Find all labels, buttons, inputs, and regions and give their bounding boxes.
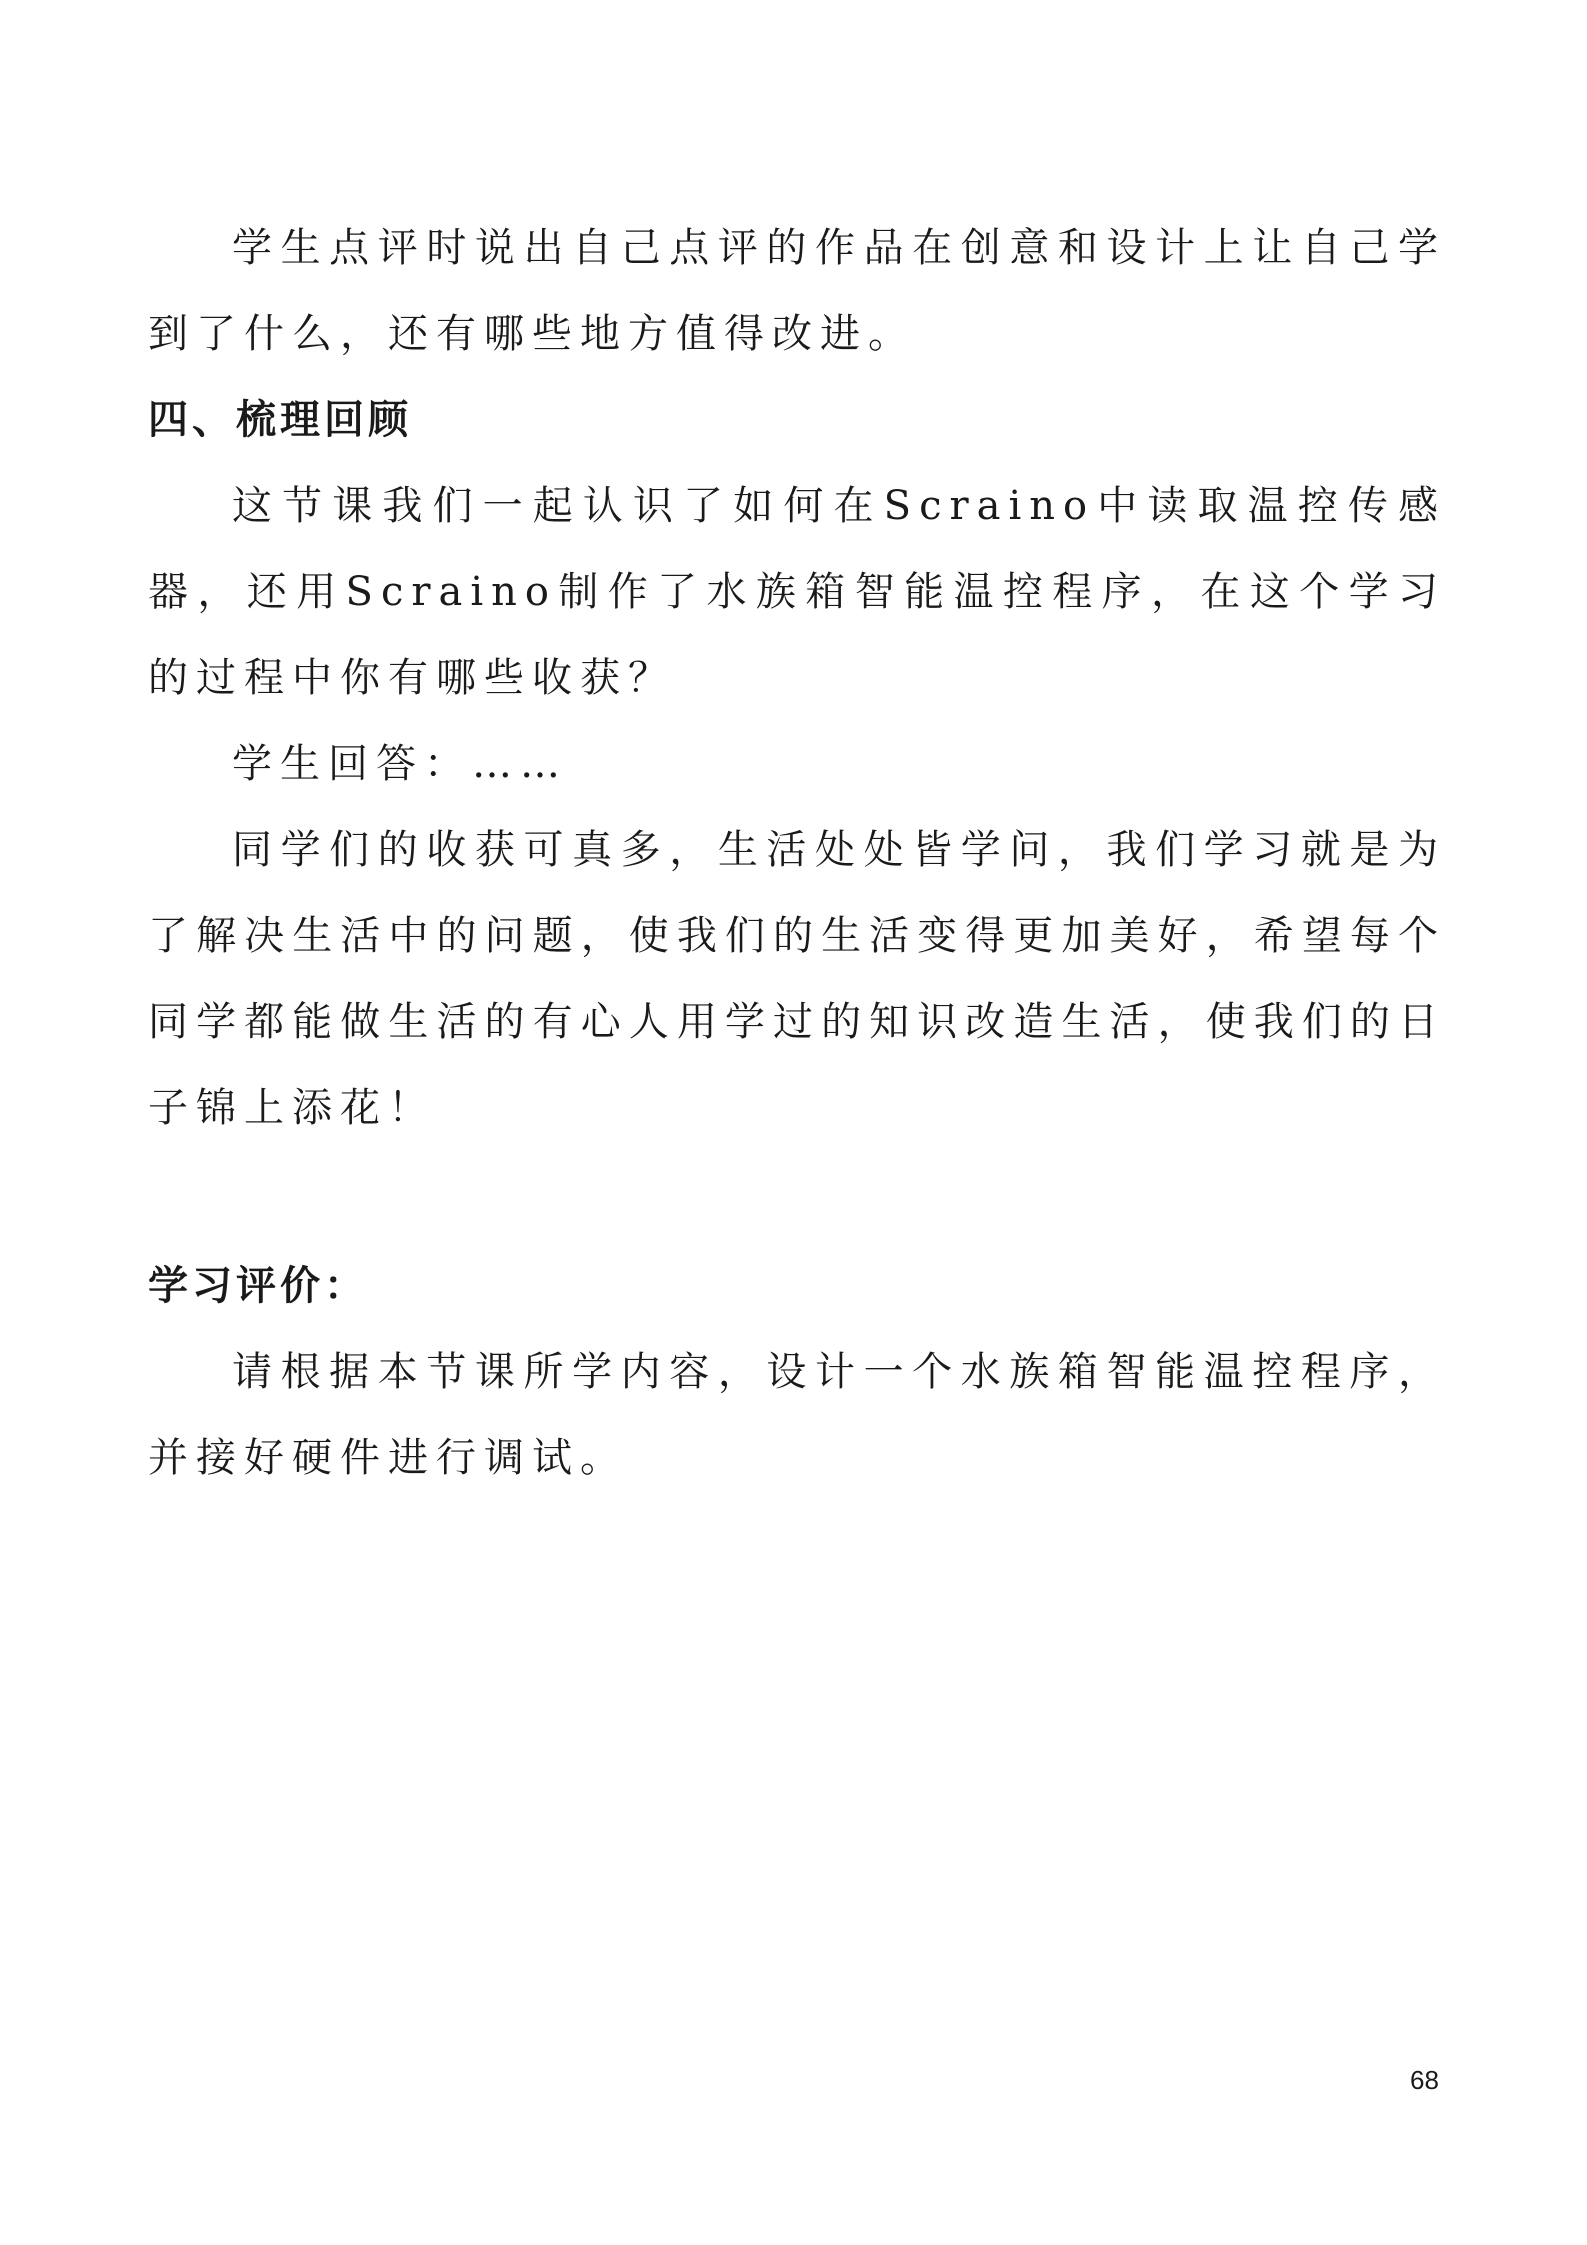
paragraph-student-answer: 学生回答：……: [232, 741, 568, 787]
section-heading-review: 四、梳理回顾: [148, 397, 412, 443]
section-heading-evaluation: 学习评价：: [148, 1263, 368, 1309]
page-number: 68: [1410, 2065, 1439, 2095]
paragraph-conclusion: 同学们的收获可真多，生活处处皆学问，我们学习就是为了解决生活中的问题，使我们的生活变得更加美好，希望每个同学都能做生活的有心人用学过的知识改造生活，使我们的日子锦上添花！: [148, 827, 1446, 1131]
document-body: [148, 205, 1446, 1501]
paragraph-summary-question: 这节课我们一起认识了如何在Scraino中读取温控传感器，还用Scraino制作了水族箱智能温控程序，在这个学习的过程中你有哪些收获？: [148, 483, 1446, 701]
paragraph-peer-review: 学生点评时说出自己点评的作品在创意和设计上让自己学到了什么，还有哪些地方值得改进。: [148, 225, 1446, 357]
paragraph-assignment: 请根据本节课所学内容，设计一个水族箱智能温控程序，并接好硬件进行调试。: [148, 1349, 1446, 1481]
